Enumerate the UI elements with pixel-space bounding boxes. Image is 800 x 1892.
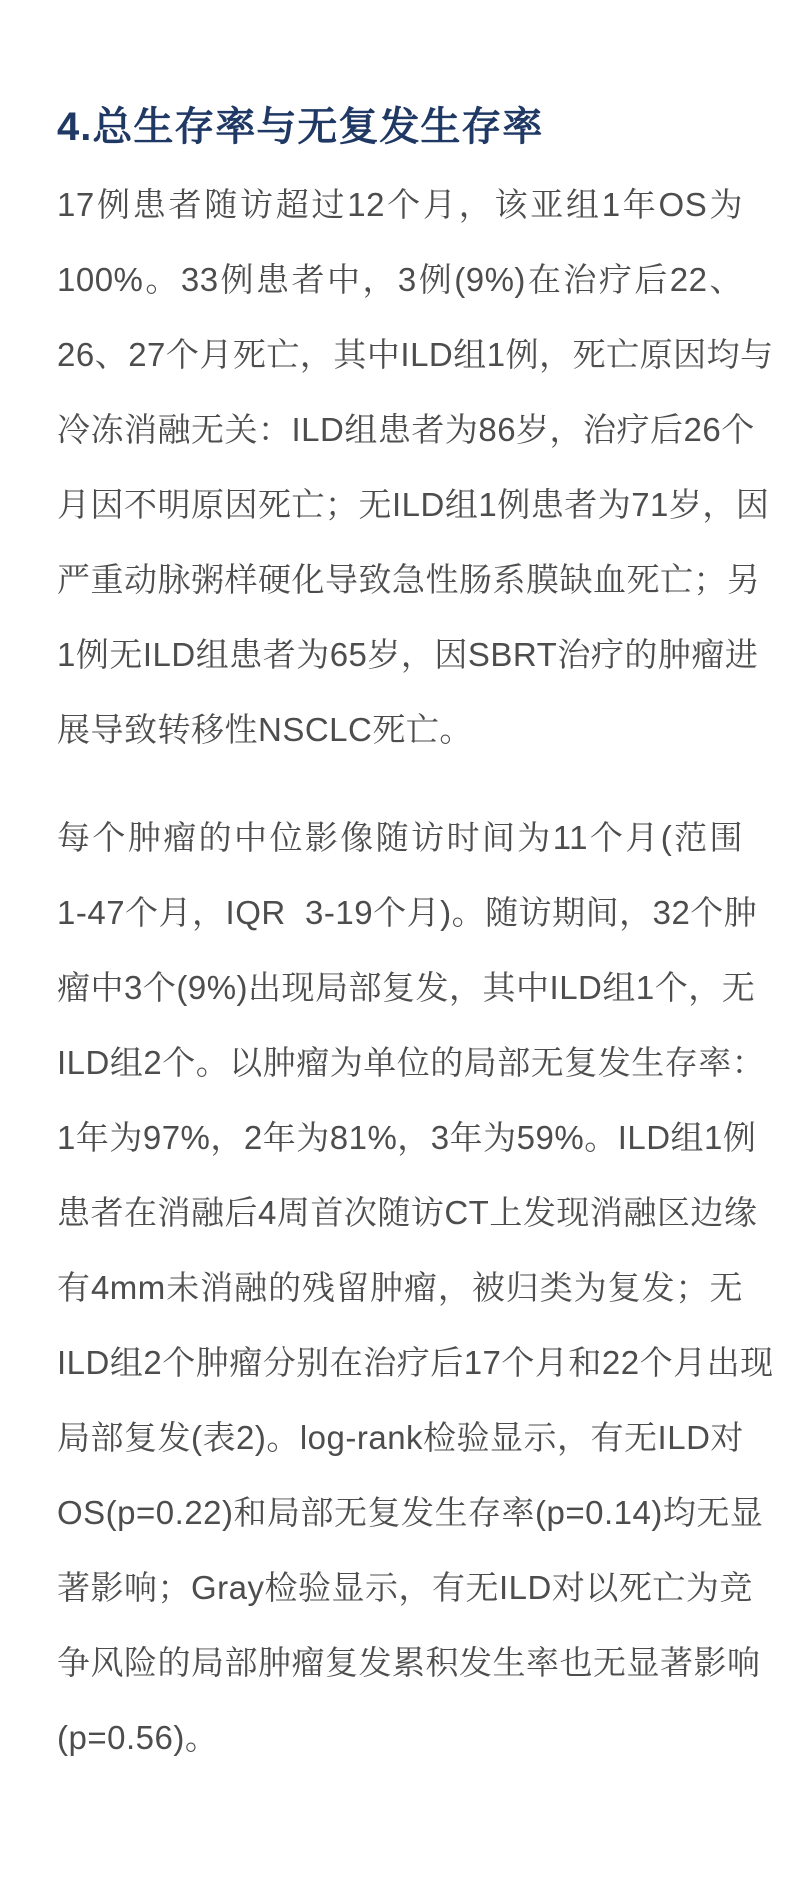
text-line: ILD组2个肿瘤分别在治疗后17个月和22个月出现 bbox=[57, 1344, 774, 1381]
text-line: 争风险的局部肿瘤复发累积发生率也无显著影响 bbox=[57, 1644, 761, 1681]
text-line: 展导致转移性NSCLC死亡。 bbox=[57, 711, 473, 748]
text-line: 1年为97%，2年为81%，3年为59%。ILD组1例 bbox=[57, 1119, 757, 1156]
text-line: 著影响；Gray检验显示，有无ILD对以死亡为竞 bbox=[57, 1569, 753, 1606]
text-line: 17例患者随访超过12个月，该亚组1年OS为 bbox=[57, 186, 743, 223]
text-line: 局部复发(表2)。log-rank检验显示，有无ILD对 bbox=[57, 1419, 744, 1456]
text-line: (p=0.56)。 bbox=[57, 1719, 219, 1756]
text-line: 100%。33例患者中，3例(9%)在治疗后22、 bbox=[57, 261, 743, 298]
text-line: 瘤中3个(9%)出现局部复发，其中ILD组1个，无 bbox=[57, 969, 756, 1006]
text-line: 有4mm未消融的残留肿瘤，被归类为复发；无 bbox=[57, 1269, 743, 1306]
text-line: 1-47个月，IQR 3-19个月)。随访期间，32个肿 bbox=[57, 894, 758, 931]
section-heading: 4.总生存率与无复发生存率 bbox=[57, 105, 544, 149]
text-line: 冷冻消融无关：ILD组患者为86岁，治疗后26个 bbox=[57, 411, 755, 448]
text-line: 月因不明原因死亡；无ILD组1例患者为71岁，因 bbox=[57, 486, 770, 523]
paragraph-overall-survival bbox=[57, 167, 774, 767]
text-line: 1例无ILD组患者为65岁，因SBRT治疗的肿瘤进 bbox=[57, 636, 759, 673]
text-line: 严重动脉粥样硬化导致急性肠系膜缺血死亡；另 bbox=[57, 561, 761, 598]
text-line: 每个肿瘤的中位影像随访时间为11个月(范围 bbox=[57, 819, 743, 856]
text-line: 患者在消融后4周首次随访CT上发现消融区边缘 bbox=[57, 1194, 758, 1231]
paragraph-recurrence-free-survival bbox=[57, 800, 774, 1775]
text-line: 26、27个月死亡，其中ILD组1例，死亡原因均与 bbox=[57, 336, 774, 373]
text-line: ILD组2个。以肿瘤为单位的局部无复发生存率： bbox=[57, 1044, 766, 1081]
text-line: OS(p=0.22)和局部无复发生存率(p=0.14)均无显 bbox=[57, 1494, 764, 1531]
